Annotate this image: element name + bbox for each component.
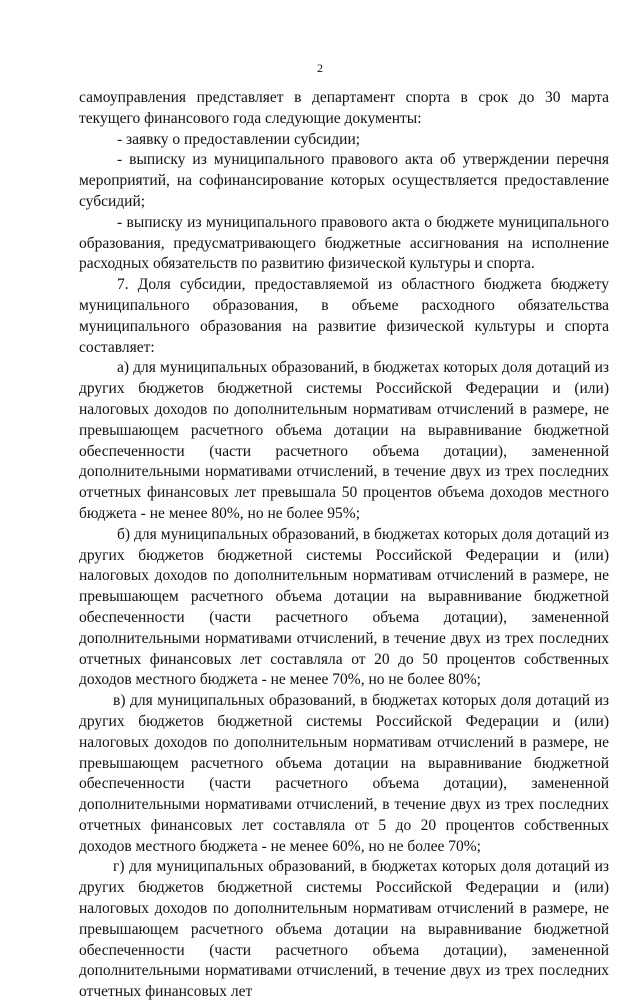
paragraph-continuation: самоуправления представляет в департамент спорта в срок до 30 марта текущего финансового года следующие документы: (79, 89, 609, 127)
list-item-application: - заявку о предоставлении субсидии; (117, 130, 361, 148)
paragraph-subitem-a: а) для муниципальных образований, в бюджетах которых доля дотаций из других бюджетов бюджетной системы Российской Федерации и (или) налоговых доходов по дополнительным нормативам отчислений в размере, не превышающем расчетного объема дотации на выравнивание бюджетной обеспеченности (части расчетного объема дотации), замененной дополнительными нормативами отчислений, в течение двух из трех последних отчетных финансовых лет превышала 50 процентов объема доходов местного бюджета - не менее 80%, но не более 95%; (79, 359, 609, 522)
list-item-budget-extract: - выписку из муниципального правового акта о бюджете муниципального образования, предусматривающего бюджетные ассигнования на исполнение расходных обязательств по развитию физической культуры и спорта. (79, 213, 609, 273)
page-number: 2 (317, 61, 323, 75)
paragraph-subitem-b: б) для муниципальных образований, в бюджетах которых доля дотаций из других бюджетов бюджетной системы Российской Федерации и (или) налоговых доходов по дополнительным нормативам отчислений в размере, не превышающем расчетного объема дотации на выравнивание бюджетной обеспеченности (части расчетного объема дотации), замененной дополнительными нормативами отчислений, в течение двух из трех последних отчетных финансовых лет составляла от 20 до 50 процентов собственных доходов местного бюджета - не менее 70%, но не более 80%; (79, 525, 609, 689)
paragraph-subitem-v: в) для муниципальных образований, в бюджетах которых доля дотаций из других бюджетов бюджетной системы Российской Федерации и (или) налоговых доходов по дополнительным нормативам отчислений в размере, не превышающем расчетного объема дотации на выравнивание бюджетной обеспеченности (части расчетного объема дотации), замененной дополнительными нормативами отчислений, в течение двух из трех последних отчетных финансовых лет составляла от 5 до 20 процентов собственных доходов местного бюджета - не менее 60%, но не более 70%; (79, 692, 609, 855)
paragraph-subitem-g: г) для муниципальных образований, в бюджетах которых доля дотаций из других бюджетов бюджетной системы Российской Федерации и (или) налоговых доходов по дополнительным нормативам отчислений в размере, не превышающем расчетного объема дотации на выравнивание бюджетной обеспеченности (части расчетного объема дотации), замененной дополнительными нормативами отчислений, в течение двух из трех последних отчетных финансовых лет (79, 858, 609, 1001)
document-body (79, 88, 609, 1003)
paragraph-item-7: 7. Доля субсидии, предоставляемой из областного бюджета бюджету муниципального образования, в объеме расходного обязательства муниципального образования на развитие физической культуры и спорта составляет: (79, 276, 609, 356)
list-item-events-extract: - выписку из муниципального правового акта об утверждении перечня мероприятий, на софинансирование которых осуществляется предоставление субсидий; (79, 151, 609, 210)
